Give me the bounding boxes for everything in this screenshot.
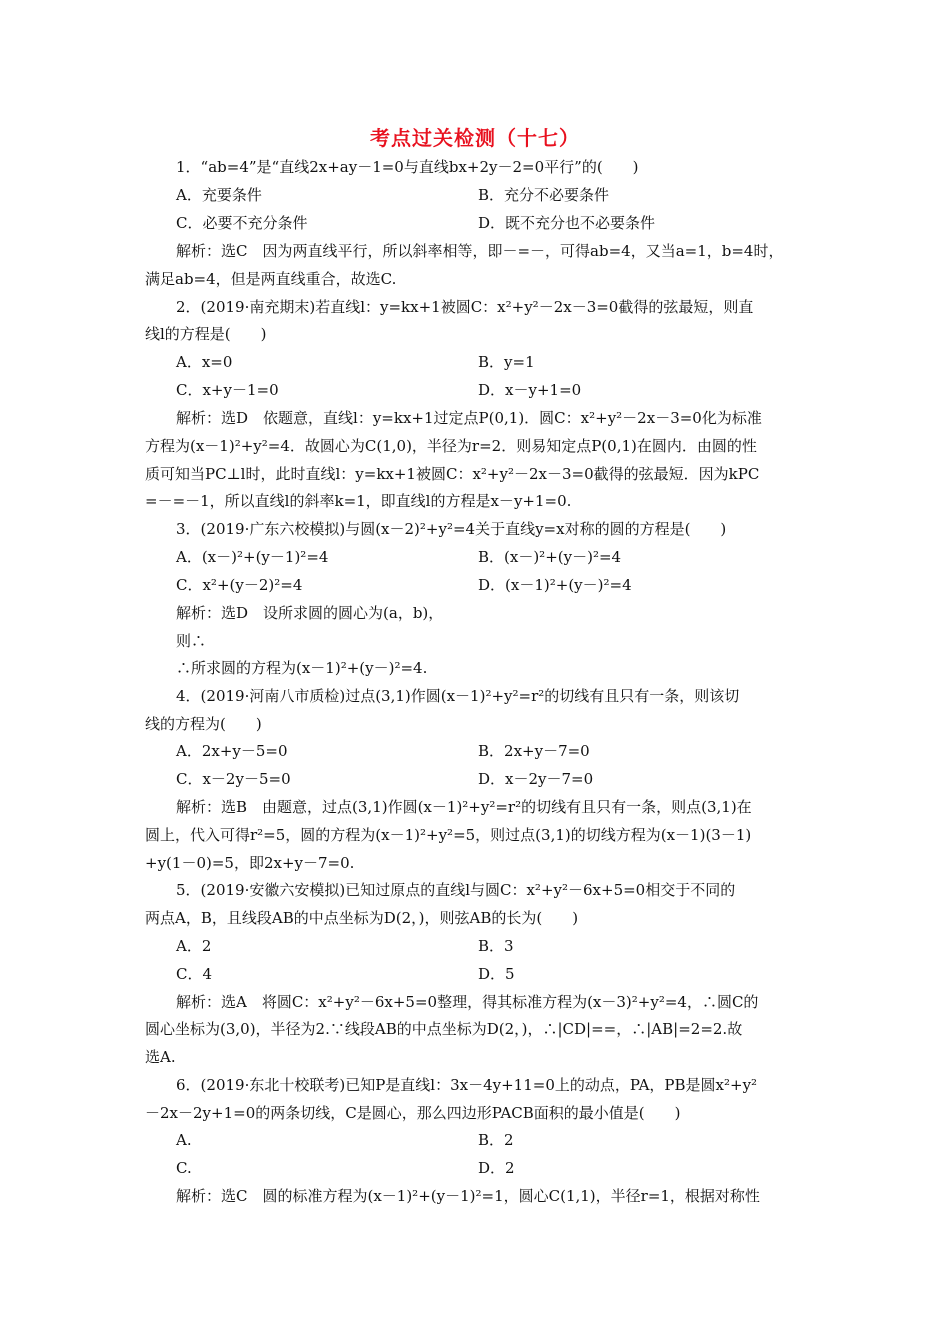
q4-option-a: A．2x+y－5=0 — [176, 742, 288, 760]
q3-option-c: C．x²+(y－2)²=4 — [176, 576, 303, 594]
q1-option-a: A．充要条件 — [176, 186, 262, 204]
q4-option-d: D．x－2y－7=0 — [478, 770, 594, 788]
q2-solution-line: =－=－1，所以直线l的斜率k=1，即直线l的方程是x－y+1=0. — [145, 492, 572, 510]
q6-stem: －2x－2y+1=0的两条切线，C是圆心，那么四边形PACB面积的最小值是( ) — [145, 1104, 681, 1122]
q3-solution-line: ∴所求圆的方程为(x－1)²+(y－)²=4. — [176, 659, 428, 677]
q2-option-a: A．x=0 — [176, 353, 233, 371]
q3-option-b: B．(x－)²+(y－)²=4 — [478, 548, 622, 566]
q6-solution-line: 解析：选C 圆的标准方程为(x－1)²+(y－1)²=1，圆心C(1,1)，半径r=1，根据对称性 — [176, 1187, 760, 1205]
q3-option-a: A．(x－)²+(y－1)²=4 — [176, 548, 329, 566]
q4-solution-line: 圆上，代入可得r²=5，圆的方程为(x－1)²+y²=5，则过点(3,1)的切线方程为(x－1)(3－1) — [145, 826, 752, 844]
q4-stem: 线的方程为( ) — [145, 715, 262, 733]
page-title: 考点过关检测（十七） — [370, 126, 580, 150]
q5-solution-line: 选A. — [145, 1048, 176, 1066]
q5-solution-line: 解析：选A 将圆C：x²+y²－6x+5=0整理，得其标准方程为(x－3)²+y²=4，∴圆C的 — [176, 993, 759, 1011]
q5-stem: 5．(2019·安徽六安模拟)已知过原点的直线l与圆C：x²+y²－6x+5=0相交于不同的 — [176, 881, 736, 899]
q4-solution-line: 解析：选B 由题意，过点(3,1)作圆(x－1)²+y²=r²的切线有且只有一条，则点(3,1)在 — [176, 798, 752, 816]
q3-solution-line: 则∴ — [176, 632, 207, 650]
q6-option-d: D．2 — [478, 1159, 515, 1177]
q2-solution-line: 解析：选D 依题意，直线l：y=kx+1过定点P(0,1)．圆C：x²+y²－2x－3=0化为标准 — [176, 409, 762, 427]
q3-solution-line: 解析：选D 设所求圆的圆心为(a，b)， — [176, 604, 444, 622]
q2-option-b: B．y=1 — [478, 353, 535, 371]
q2-stem: 线l的方程是( ) — [145, 325, 267, 343]
q2-option-d: D．x－y+1=0 — [478, 381, 582, 399]
q5-option-d: D．5 — [478, 965, 515, 983]
q1-stem: 1．“ab=4”是“直线2x+ay－1=0与直线bx+2y－2=0平行”的( ) — [176, 158, 639, 176]
q1-solution-line: 满足ab=4，但是两直线重合，故选C. — [145, 270, 397, 288]
q6-option-c: C. — [176, 1159, 192, 1177]
q4-stem: 4．(2019·河南八市质检)过点(3,1)作圆(x－1)²+y²=r²的切线有且只有一条，则该切 — [176, 687, 740, 705]
q3-stem: 3．(2019·广东六校模拟)与圆(x－2)²+y²=4关于直线y=x对称的圆的方程是( ) — [176, 520, 727, 538]
q6-option-a: A. — [176, 1131, 192, 1149]
q4-option-b: B．2x+y－7=0 — [478, 742, 590, 760]
q4-solution-line: +y(1－0)=5，即2x+y－7=0. — [145, 854, 355, 872]
q5-solution-line: 圆心坐标为(3,0)，半径为2.∵线段AB的中点坐标为D(2，)，∴|CD|==，∴|AB|=2=2.故 — [145, 1020, 743, 1038]
q4-option-c: C．x－2y－5=0 — [176, 770, 291, 788]
q3-option-d: D．(x－1)²+(y－)²=4 — [478, 576, 632, 594]
q2-stem: 2．(2019·南充期末)若直线l：y=kx+1被圆C：x²+y²－2x－3=0截得的弦最短，则直 — [176, 298, 754, 316]
q1-option-b: B．充分不必要条件 — [478, 186, 610, 204]
q2-solution-line: 质可知当PC⊥l时，此时直线l：y=kx+1被圆C：x²+y²－2x－3=0截得的弦最短．因为kPC — [145, 465, 760, 483]
q5-option-b: B．3 — [478, 937, 514, 955]
q1-option-c: C．必要不充分条件 — [176, 214, 308, 232]
q1-option-d: D．既不充分也不必要条件 — [478, 214, 656, 232]
q2-option-c: C．x+y－1=0 — [176, 381, 279, 399]
q5-option-c: C．4 — [176, 965, 213, 983]
q1-solution-line: 解析：选C 因为两直线平行，所以斜率相等，即－=－，可得ab=4，又当a=1，b=4时， — [176, 242, 784, 260]
q5-stem: 两点A，B，且线段AB的中点坐标为D(2，)，则弦AB的长为( ) — [145, 909, 579, 927]
q2-solution-line: 方程为(x－1)²+y²=4．故圆心为C(1,0)，半径为r=2．则易知定点P(0,1)在圆内．由圆的性 — [145, 437, 757, 455]
q6-stem: 6．(2019·东北十校联考)已知P是直线l：3x－4y+11=0上的动点，PA，PB是圆x²+y² — [176, 1076, 758, 1094]
q5-option-a: A．2 — [176, 937, 212, 955]
q6-option-b: B．2 — [478, 1131, 514, 1149]
